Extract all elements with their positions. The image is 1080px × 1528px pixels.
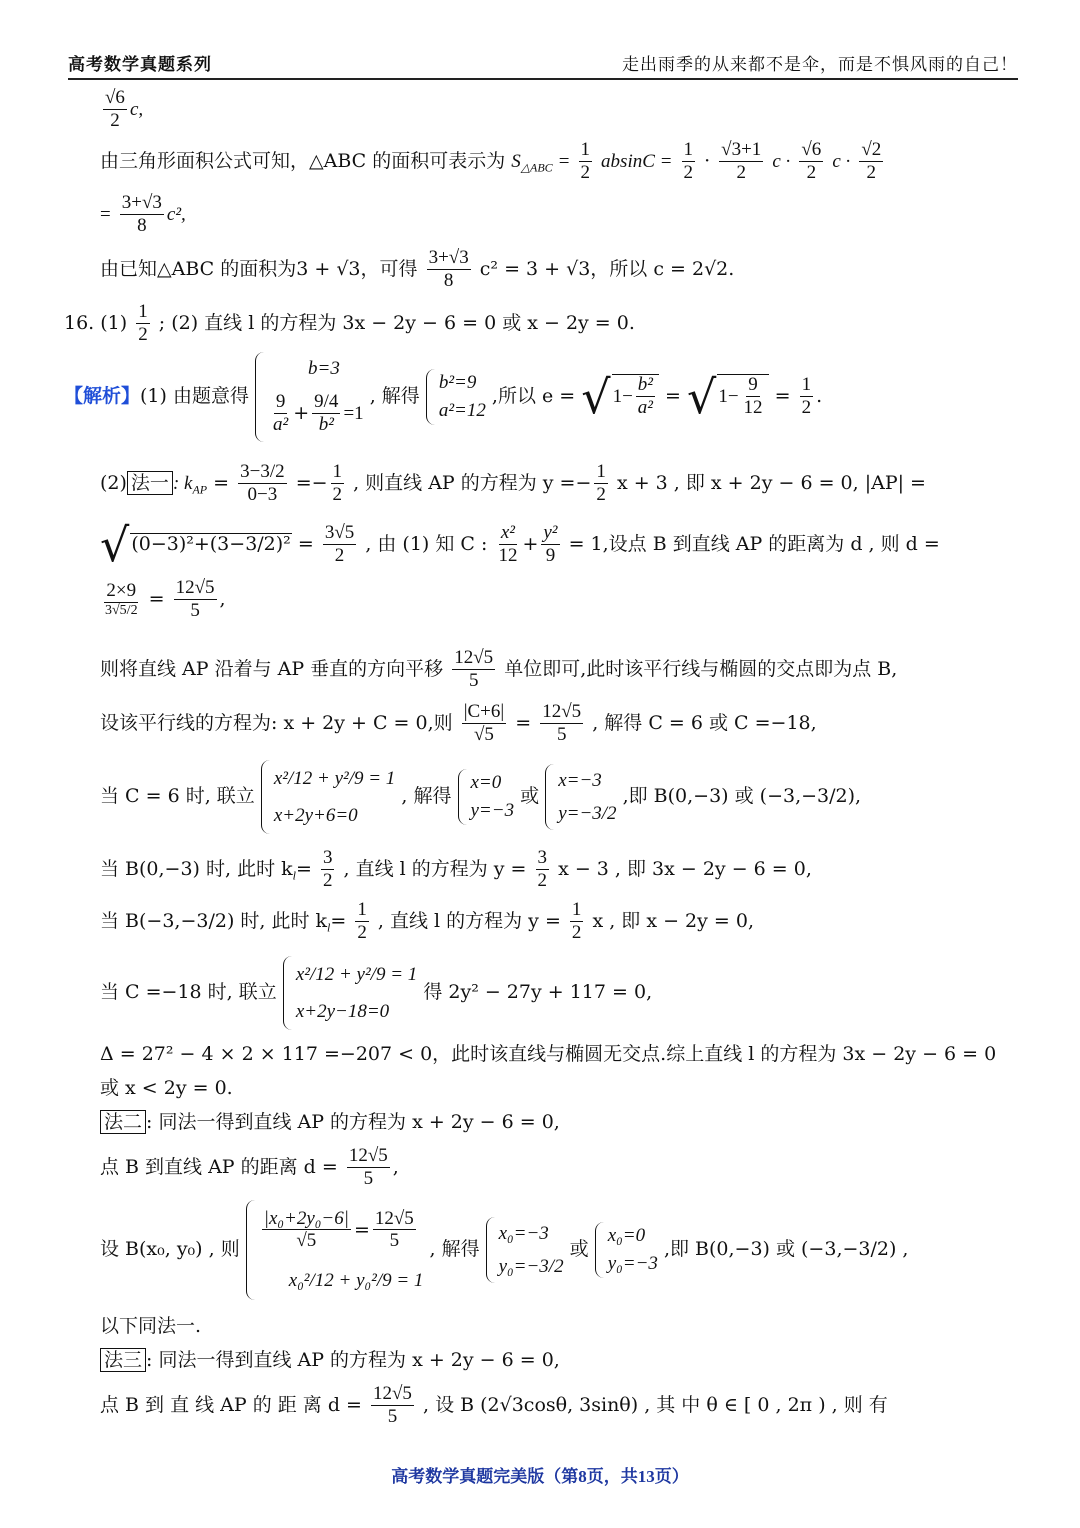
- method-two-label: 法二: [100, 1110, 146, 1134]
- line-s0: $\frac{√6}{2}$ c,: [105, 87, 144, 131]
- line-distance-d: 点 B 到直线 AP 的距离 d = $\frac{12√5}{5}$ ,: [100, 1145, 399, 1189]
- line-translate: 则将直线 AP 沿着与 AP 垂直的方向平移 $\frac{12√5}{5}$ 单位即可,此时该平行线与椭圆的交点即为点 B,: [100, 647, 898, 691]
- line-discriminant: Δ = 27² − 4 × 2 × 117 =−207 < 0，此时该直线与椭圆无交点.综上直线 l 的方程为 3x − 2y − 6 = 0: [100, 1043, 997, 1065]
- analysis-tag: 【解析】: [64, 385, 141, 407]
- line-area-result: = $\frac{3+√3}{8}$ c²,: [100, 192, 186, 236]
- line-c6-system: 当 C = 6 时, 联立 x²/12 + y²/9 = 1 x+2y+6=0 , 解得 x=0 y=−3 或 x=−3 y=−3/2 ,即 B(0,−3) 或 (−3,−3/2),: [100, 760, 1018, 834]
- method-two: 法二 : 同法一得到直线 AP 的方程为 x + 2y − 6 = 0,: [100, 1112, 1018, 1134]
- line-ap-length: √ (0−3)²+(3−3/2)² = $\frac{3√5}{2}$ , 由 (1) 知 C : $\frac{\text{x²}}{12}$ + $\frac{\text{y²}}{9}$ = 1,设点 B 到直线 AP 的距离为 d , 则 d =: [100, 518, 940, 572]
- method-three-label: 法三: [100, 1348, 146, 1372]
- method-one-label: 法一: [127, 471, 173, 495]
- page-header: [68, 46, 1018, 80]
- line-b2-slope: 当 B(−3,−3/2) 时, 此时 $k_l=$ $\frac{1}{2}$ , 直线 l 的方程为 y = $\frac{1}{2}$ x , 即 x − 2y = 0,: [100, 899, 755, 943]
- page-footer: 高考数学真题完美版（第8页，共13页）: [391, 1467, 689, 1486]
- line-parallel: 设该平行线的方程为: x + 2y + C = 0,则 $\frac{|C+6|}{√5}$ = $\frac{12√5}{5}$ , 解得 C = 6 或 C =−18,: [100, 701, 817, 745]
- line-c18-system: 当 C =−18 时, 联立 x²/12 + y²/9 = 1 x+2y−18=0 得 2y² − 27y + 117 = 0,: [100, 956, 1018, 1030]
- motto: 走出雨季的从来都不是伞，而是不惧风雨的自己！: [622, 55, 1018, 75]
- analysis-part1: 【解析】(1) 由题意得 b=3 $\frac{9}{\text{a²}}$ + $\frac{9/4}{\text{b²}}$ =1 , 解得 b²=9 a²=12 ,所以 e = √ 1− $\frac{\text{b²}}{\text{a²}}$ = √ 1− $\frac{9}{12}$ = $\frac{1}{2}$ .: [64, 352, 1018, 442]
- line-area-formula: 由三角形面积公式可知，△ABC 的面积可表示为 $S_{\triangle ABC}$ = $\frac{1}{2}$ absinC = $\frac{1}{2}$ · $\frac{√3+1}{2}$ c · $\frac{√6}{2}$ c · $\frac{√2}{2}$: [100, 139, 882, 183]
- line-c-value: 由已知△ABC 的面积为3 + √3，可得 $\frac{3+√3}{8}$ c² = 3 + √3，所以 c = 2√2.: [100, 247, 735, 291]
- line-same-as-one: 以下同法一.: [100, 1315, 202, 1337]
- method-three: 法三 : 同法一得到直线 AP 的方程为 x + 2y − 6 = 0,: [100, 1350, 1018, 1372]
- line-conclusion: 或 x < 2y = 0.: [100, 1077, 233, 1099]
- line-param: 点 B 到 直 线 AP 的 距 离 d = $\frac{12√5}{5}$ , 设 B (2√3cosθ, 3sinθ) , 其 中 θ ∈ [ 0 , 2π ) , 则 有: [100, 1383, 888, 1427]
- line-distance-value: $\frac{2\times 9}{3√5/2}$ = $\frac{12√5}{5}$ ,: [105, 577, 226, 621]
- question-16-answer: 16. (1) $\frac{1}{2}$ ; (2) 直线 l 的方程为 3x − 2y − 6 = 0 或 x − 2y = 0.: [64, 301, 635, 345]
- series-title: 高考数学真题系列: [68, 55, 212, 75]
- fraction: $\frac{√6}{2}$: [105, 87, 125, 131]
- line-b1-slope: 当 B(0,−3) 时, 此时 $k_l=$ $\frac{3}{2}$ , 直线 l 的方程为 y = $\frac{3}{2}$ x − 3 , 即 3x − 2y − 6 = 0,: [100, 847, 812, 891]
- line-method-two-system: 设 B(x₀, y₀) , 则 $\frac{\text{|x₀+2y₀−6|}}{√5}$ = $\frac{12√5}{5}$ x₀²/12 + y₀²/9 = 1 , 解得 x₀=−3 y₀=−3/2 或 x₀=0 y₀=−3 ,即 B(0,−3) 或 (−3,−3/2) ,: [100, 1200, 1018, 1300]
- method-one-slope: (2) 法一 : $k_{AP}$ = $\frac{3-3/2}{0-3}$ =− $\frac{1}{2}$ , 则直线 AP 的方程为 y =− $\frac{1}{2}$ x + 3 , 即 x + 2y − 6 = 0, |AP| =: [100, 461, 926, 505]
